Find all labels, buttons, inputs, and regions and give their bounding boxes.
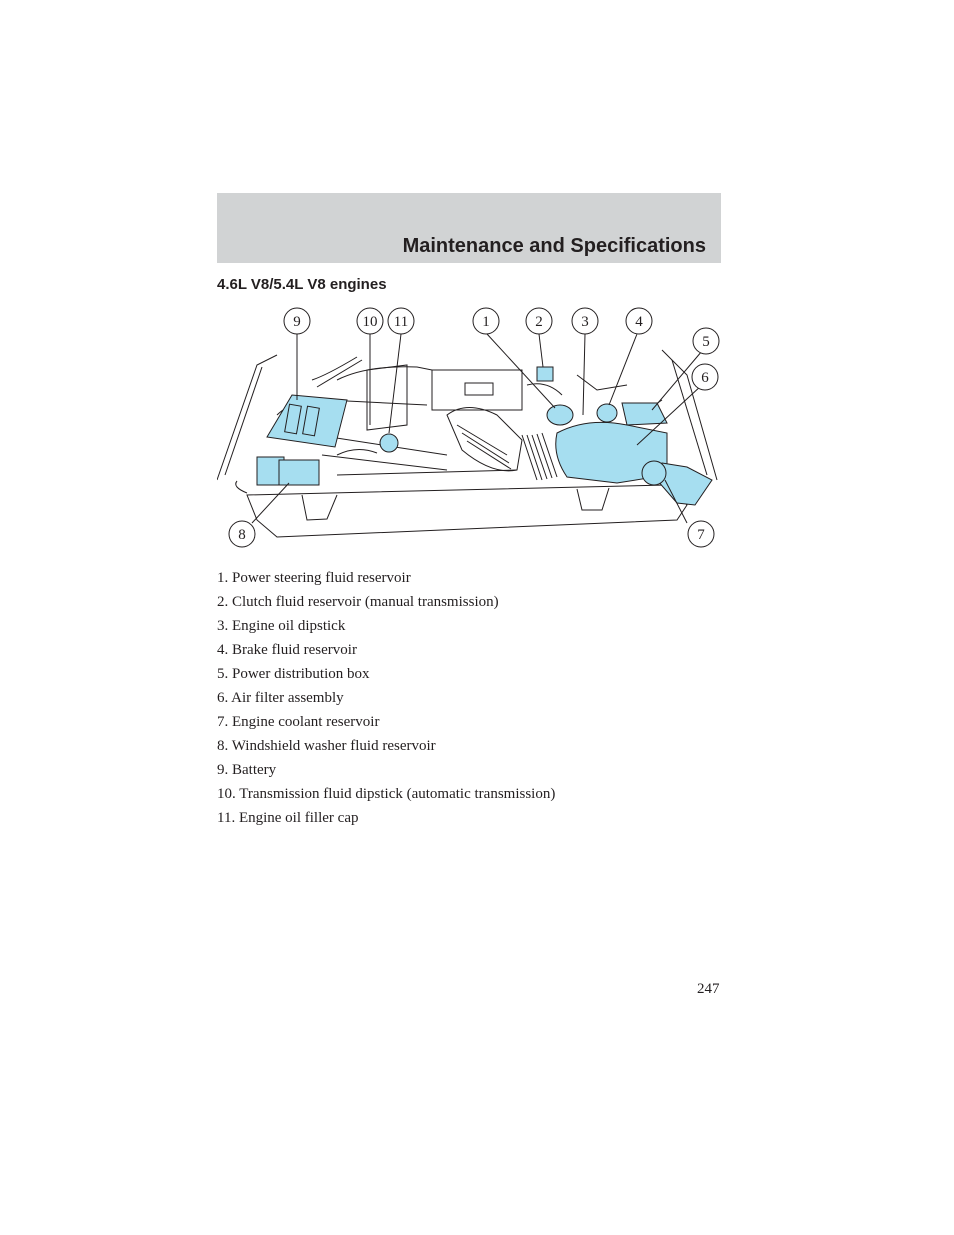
legend-item: 5. Power distribution box <box>217 666 370 682</box>
callout-9: 9 <box>293 314 301 330</box>
page-number: 247 <box>697 981 720 997</box>
callout-2: 2 <box>535 314 543 330</box>
legend-item: 2. Clutch fluid reservoir (manual transmission) <box>217 594 499 610</box>
legend-item: 7. Engine coolant reservoir <box>217 714 380 730</box>
callout-1: 1 <box>482 314 490 330</box>
legend-item: 6. Air filter assembly <box>217 690 344 706</box>
callout-6: 6 <box>701 370 709 386</box>
section-header-band <box>217 193 721 263</box>
component-legend <box>217 566 555 830</box>
callout-11: 11 <box>393 314 409 330</box>
section-title: Maintenance and Specifications <box>402 235 706 257</box>
callout-3: 3 <box>581 314 589 330</box>
callout-5: 5 <box>702 334 710 350</box>
legend-item: 4. Brake fluid reservoir <box>217 642 357 658</box>
callout-7: 7 <box>697 527 705 543</box>
engine-illustration <box>217 305 721 553</box>
legend-item: 10. Transmission fluid dipstick (automatic transmission) <box>217 786 556 802</box>
legend-item: 8. Windshield washer fluid reservoir <box>217 738 436 754</box>
legend-item: 11. Engine oil filler cap <box>217 810 359 826</box>
legend-item: 3. Engine oil dipstick <box>217 618 346 634</box>
engine-subheading: 4.6L V8/5.4L V8 engines <box>217 276 387 293</box>
legend-item: 1. Power steering fluid reservoir <box>217 570 411 586</box>
callout-10: 10 <box>362 314 378 330</box>
callout-4: 4 <box>635 314 643 330</box>
legend-item: 9. Battery <box>217 762 277 778</box>
callout-8: 8 <box>238 527 246 543</box>
engine-compartment-diagram <box>217 305 721 553</box>
